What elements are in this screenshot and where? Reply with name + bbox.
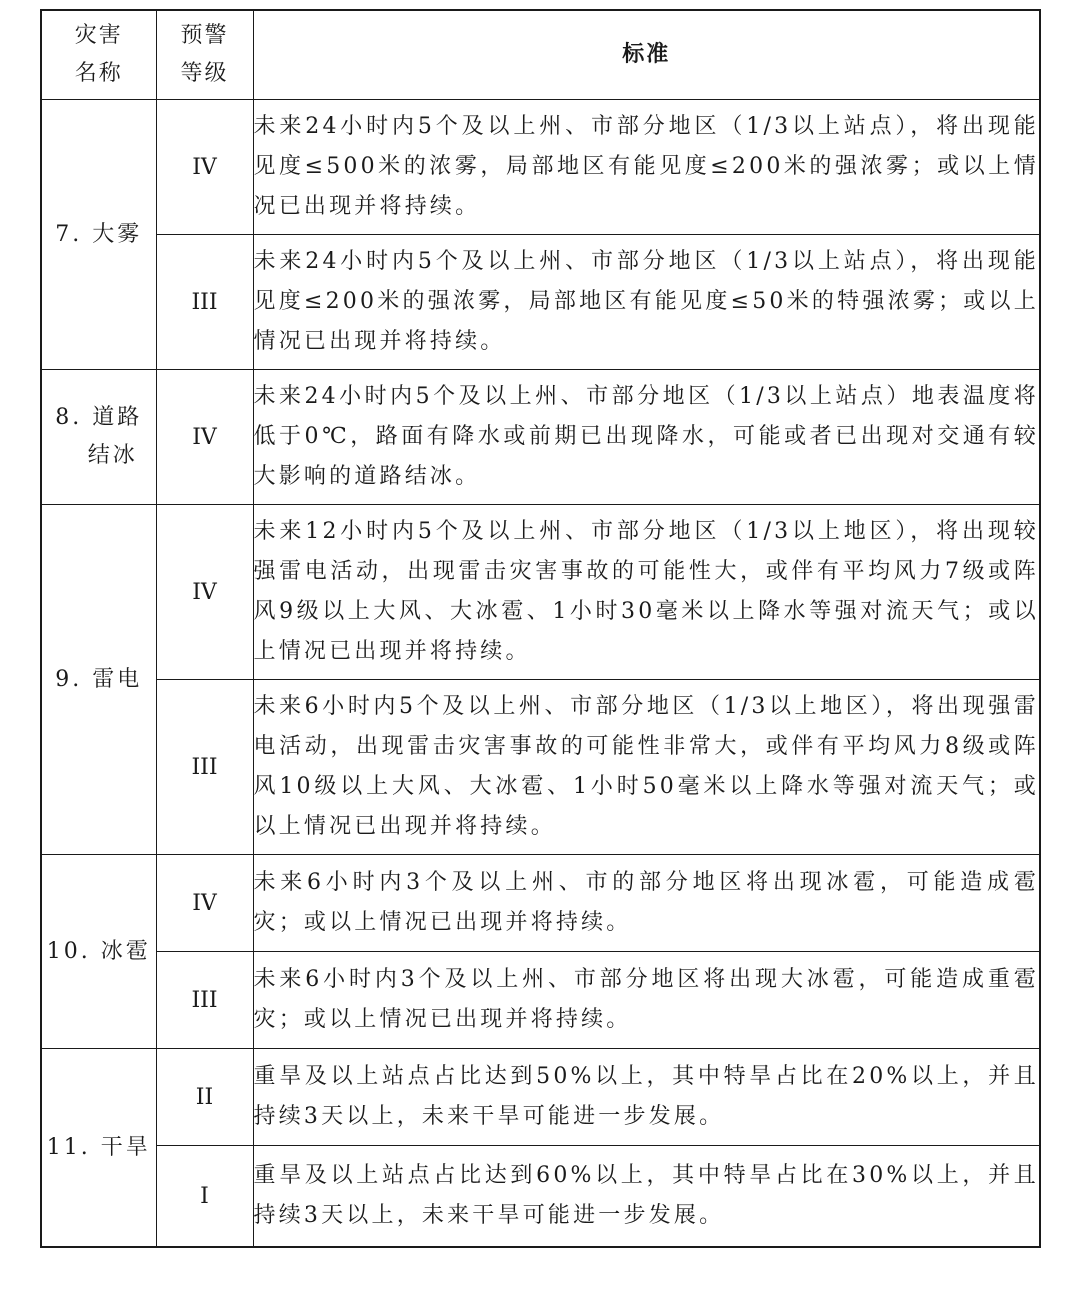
disaster-name-road-icing xyxy=(41,370,156,505)
warning-level: II xyxy=(156,1049,253,1146)
standard-text: 重旱及以上站点占比达到50%以上，其中特旱占比在20%以上，并且持续3天以上，未来干旱可能进一步发展。 xyxy=(253,1049,1040,1146)
warning-level: IV xyxy=(156,370,253,505)
header-warning-level-line-1: 预警 xyxy=(180,23,229,48)
disaster-name-hail xyxy=(41,855,156,1049)
table-row xyxy=(41,370,1040,505)
header-warning-level xyxy=(156,10,253,100)
header-disaster-name-line-1: 灾害 xyxy=(74,23,123,48)
disaster-name-line: 7. 大雾 xyxy=(55,221,143,247)
warning-standards-table xyxy=(40,9,1041,1248)
table-row xyxy=(41,100,1040,235)
table-row xyxy=(41,1146,1040,1248)
standard-text: 未来12小时内5个及以上州、市部分地区（1/3以上地区），将出现较强雷电活动，出现雷击灾害事故的可能性大，或伴有平均风力7级或阵风9级以上大风、大冰雹、1小时30毫米以上降水等强对流天气；或以上情况已出现并将持续。 xyxy=(253,505,1040,680)
standard-text: 未来24小时内5个及以上州、市部分地区（1/3以上站点）地表温度将低于0℃，路面有降水或前期已出现降水，可能或者已出现对交通有较大影响的道路结冰。 xyxy=(253,370,1040,505)
disaster-name-drought xyxy=(41,1049,156,1248)
header-disaster-name-line-2: 名称 xyxy=(74,61,123,86)
disaster-name-line: 8. 道路 xyxy=(55,405,143,430)
warning-level: IV xyxy=(156,100,253,235)
disaster-name-line: 9. 雷电 xyxy=(55,666,143,692)
table-row xyxy=(41,680,1040,855)
table-row xyxy=(41,235,1040,370)
standard-text: 未来24小时内5个及以上州、市部分地区（1/3以上站点），将出现能见度≤500米的浓雾，局部地区有能见度≤200米的强浓雾；或以上情况已出现并将持续。 xyxy=(253,100,1040,235)
table-row xyxy=(41,855,1040,952)
standard-text: 重旱及以上站点占比达到60%以上，其中特旱占比在30%以上，并且持续3天以上，未来干旱可能进一步发展。 xyxy=(253,1146,1040,1248)
warning-level: III xyxy=(156,680,253,855)
warning-level: IV xyxy=(156,505,253,680)
standard-text: 未来6小时内3个及以上州、市部分地区将出现大冰雹，可能造成重雹灾；或以上情况已出现并将持续。 xyxy=(253,952,1040,1049)
table-row xyxy=(41,1049,1040,1146)
table-row xyxy=(41,952,1040,1049)
disaster-name-fog xyxy=(41,100,156,370)
standard-text: 未来6小时内3个及以上州、市的部分地区将出现冰雹，可能造成雹灾；或以上情况已出现并将持续。 xyxy=(253,855,1040,952)
disaster-name-line: 11. 干旱 xyxy=(46,1134,151,1160)
table-header-row xyxy=(41,10,1040,100)
warning-level: III xyxy=(156,235,253,370)
table-row xyxy=(41,505,1040,680)
disaster-name-line: 结冰 xyxy=(87,443,138,468)
header-disaster-name xyxy=(41,10,156,100)
standard-text: 未来24小时内5个及以上州、市部分地区（1/3以上站点），将出现能见度≤200米的强浓雾，局部地区有能见度≤50米的特强浓雾；或以上情况已出现并将持续。 xyxy=(253,235,1040,370)
warning-level: IV xyxy=(156,855,253,952)
standard-text: 未来6小时内5个及以上州、市部分地区（1/3以上地区），将出现强雷电活动，出现雷击灾害事故的可能性非常大，或伴有平均风力8级或阵风10级以上大风、大冰雹、1小时50毫米以上降水等强对流天气；或以上情况已出现并将持续。 xyxy=(253,680,1040,855)
warning-level: III xyxy=(156,952,253,1049)
disaster-name-thunder xyxy=(41,505,156,855)
header-standard: 标准 xyxy=(253,10,1040,100)
disaster-name-line: 10. 冰雹 xyxy=(46,938,151,964)
warning-level: I xyxy=(156,1146,253,1248)
header-warning-level-line-2: 等级 xyxy=(180,61,229,86)
